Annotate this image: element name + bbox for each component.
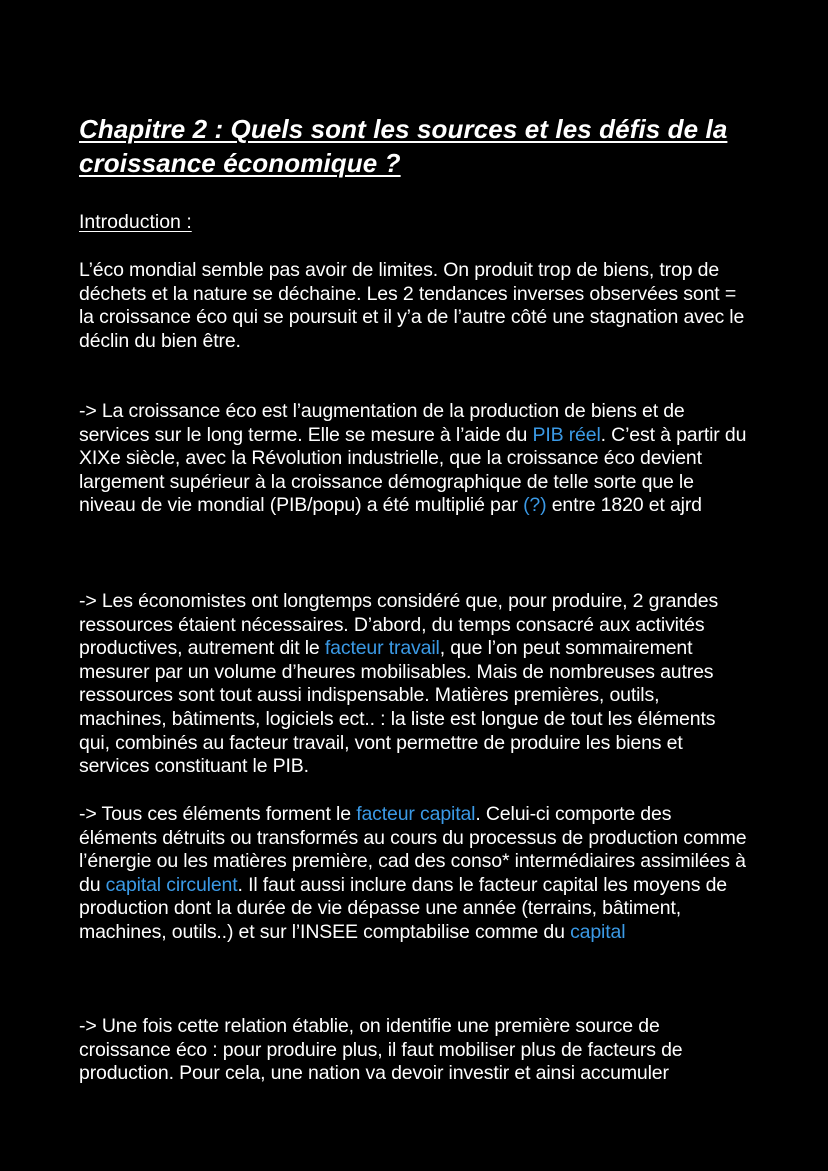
text-segment: , que l’on peut sommairement mesurer par un volume d’heures mobilisables. Mais de nombreuses autres ressources sont tout aussi indispensable. Matières premières, outils, machines, bâtiments, logiciels ect.. : la liste est longue de tout les éléments qui, combinés au facteur travail, vont permettre de produire les biens et services constituant le PIB. [79,637,716,778]
text-segment: . Celui-ci comporte des éléments détruits ou transformés au cours du processus de production comme l’énergie ou les matières première, cad des conso* intermédiaires assimilées à du [79,803,747,896]
paragraph-croissance [79,400,751,518]
highlighted-term: facteur capital [356,803,476,825]
document-page [79,112,751,1085]
text-segment: . C’est à partir du XIXe siècle, avec la Révolution industrielle, que la croissance éco devient largement supérieur à la croissance démographique de telle sorte que le niveau de vie mondial (PIB/popu) a été multiplié par [79,423,747,517]
text-segment: . Il faut aussi inclure dans le facteur capital les moyens de production dont la durée de vie dépasse une année (terrains, bâtiment, machines, outils..) et sur l’INSEE comptabilise comme du [79,873,727,943]
text-segment: L’éco mondial semble pas avoir de limites. On produit trop de biens, trop de déchets et la nature se déchaine. Les 2 tendances inverses observées sont = la croissance éco qui se poursuit et il y’a de l’autre côté une stagnation avec le déclin du bien être. [79,259,745,352]
paragraph-facteur-capital [79,803,751,945]
introduction-heading: Introduction : [79,211,192,233]
text-segment: -> Une fois cette relation établie, on identifie une première source de croissance éco : pour produire plus, il faut mobiliser plus de facteurs de production. Pour cela, une nation va devoir investir et ainsi accumuler [79,1015,683,1085]
highlighted-term: facteur travail [324,637,440,660]
highlighted-term: (?) [523,494,547,517]
paragraph-intro [79,259,751,353]
text-segment: entre 1820 et ajrd [546,494,702,517]
paragraph-source-croissance [79,1015,751,1086]
text-segment: -> La croissance éco est l’augmentation de la production de biens et de services sur le long terme. Elle se mesure à l’aide du [79,400,685,446]
highlighted-term: capital circulent [105,873,238,896]
paragraph-facteur-travail [79,590,751,779]
highlighted-term: capital [570,920,626,943]
text-segment: -> Tous ces éléments forment le [79,803,357,825]
chapter-title: Chapitre 2 : Quels sont les sources et les défis de la croissance économique ? [79,114,728,178]
highlighted-term: PIB réel [532,423,601,446]
text-segment: -> Les économistes ont longtemps considéré que, pour produire, 2 grandes ressources étaient nécessaires. D’abord, du temps consacré aux activités productives, autrement dit le [79,590,719,660]
